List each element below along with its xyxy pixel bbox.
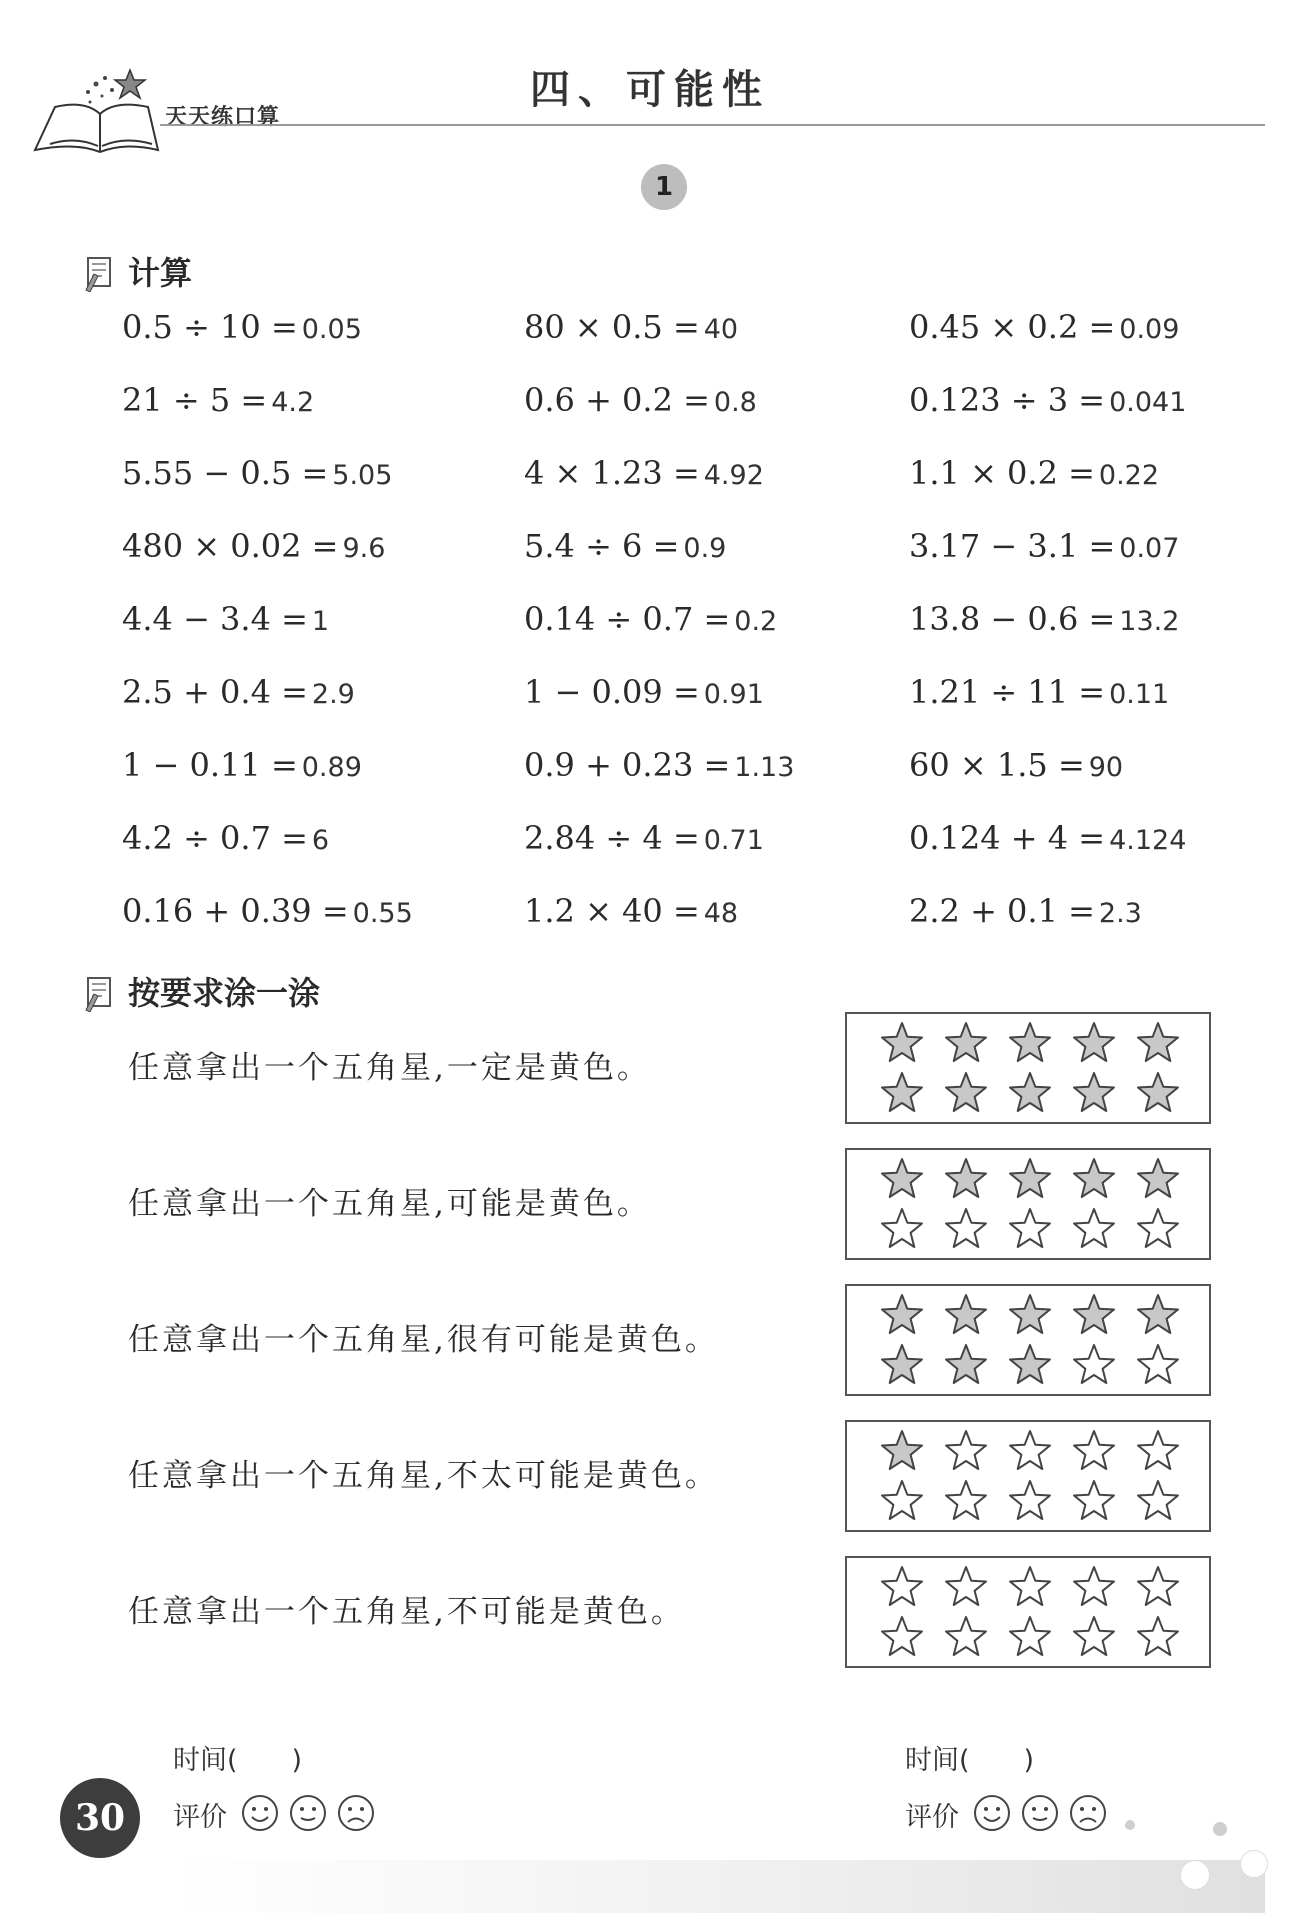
star-box: [845, 1420, 1211, 1532]
calc-expression: 0.123 ÷ 3 =: [909, 381, 1106, 419]
star-empty-icon[interactable]: [1138, 1431, 1178, 1469]
calc-answer: 0.71: [703, 825, 764, 856]
calc-expression: 0.124 + 4 =: [909, 819, 1106, 857]
header-divider: [160, 124, 1265, 126]
calc-problem: [122, 819, 329, 857]
calc-expression: 480 × 0.02 =: [122, 527, 339, 565]
calc-expression: 60 × 1.5 =: [909, 746, 1085, 784]
paint-section-label: 按要求涂一涂: [128, 974, 321, 1012]
calc-answer: 4.92: [703, 460, 764, 491]
paint-instruction: 任意拿出一个五角星,不可能是黄色。: [128, 1594, 685, 1630]
pencil-notepad-icon: [80, 250, 122, 292]
frown-icon[interactable]: [1068, 1793, 1108, 1833]
star-filled-icon[interactable]: [1010, 1023, 1050, 1061]
star-empty-icon[interactable]: [1138, 1617, 1178, 1655]
calc-problem: [909, 892, 1142, 930]
star-empty-icon[interactable]: [882, 1567, 922, 1605]
calc-problem: [524, 527, 726, 565]
star-box: [845, 1012, 1211, 1124]
calc-problem: [524, 892, 738, 930]
calc-answer: 2.3: [1098, 898, 1142, 929]
calc-expression: 1.21 ÷ 11 =: [909, 673, 1106, 711]
paint-instruction: 任意拿出一个五角星,一定是黄色。: [128, 1050, 651, 1086]
neutral-smile-icon[interactable]: [288, 1793, 328, 1833]
star-filled-icon[interactable]: [882, 1023, 922, 1061]
paint-item: [0, 1284, 1300, 1404]
paint-item: [0, 1556, 1300, 1676]
calc-expression: 0.6 + 0.2 =: [524, 381, 710, 419]
frown-icon[interactable]: [336, 1793, 376, 1833]
calc-answer: 0.05: [301, 314, 362, 345]
star-filled-icon[interactable]: [1074, 1159, 1114, 1197]
decor-dot: [1125, 1820, 1135, 1830]
paint-item: [0, 1148, 1300, 1268]
calc-expression: 0.14 ÷ 0.7 =: [524, 600, 731, 638]
rating-label-left: 评价: [173, 1802, 227, 1833]
calc-row: [122, 381, 1222, 454]
calc-answer: 1.13: [734, 752, 795, 783]
star-empty-icon[interactable]: [1010, 1431, 1050, 1469]
star-filled-icon[interactable]: [1074, 1295, 1114, 1333]
star-empty-icon[interactable]: [946, 1481, 986, 1519]
calc-row: [122, 673, 1222, 746]
chapter-title: 四、可能性: [530, 67, 770, 113]
calc-answer: 0.2: [734, 606, 778, 637]
star-box: [845, 1284, 1211, 1396]
calc-expression: 80 × 0.5 =: [524, 308, 700, 346]
calc-problem: [909, 673, 1169, 711]
decor-dot: [1180, 1860, 1210, 1890]
calc-answer: 0.8: [713, 387, 757, 418]
star-empty-icon[interactable]: [1138, 1345, 1178, 1383]
star-empty-icon[interactable]: [1074, 1209, 1114, 1247]
calc-problem: [524, 600, 777, 638]
star-empty-icon[interactable]: [1010, 1617, 1050, 1655]
calc-row: [122, 527, 1222, 600]
star-filled-icon[interactable]: [946, 1295, 986, 1333]
calc-problem: [909, 381, 1186, 419]
paint-item: [0, 1420, 1300, 1540]
calc-expression: 1 − 0.09 =: [524, 673, 700, 711]
star-filled-icon[interactable]: [882, 1431, 922, 1469]
calc-answer: 0.041: [1109, 387, 1187, 418]
calc-section-label: 计算: [128, 254, 193, 292]
star-filled-icon[interactable]: [882, 1295, 922, 1333]
star-empty-icon[interactable]: [1074, 1567, 1114, 1605]
star-empty-icon[interactable]: [946, 1209, 986, 1247]
star-filled-icon[interactable]: [946, 1159, 986, 1197]
rating-label-right: 评价: [905, 1802, 959, 1833]
star-filled-icon[interactable]: [1010, 1295, 1050, 1333]
calc-answer: 0.9: [683, 533, 727, 564]
calc-expression: 1.1 × 0.2 =: [909, 454, 1095, 492]
calc-answer: 40: [703, 314, 739, 345]
star-empty-icon[interactable]: [1010, 1481, 1050, 1519]
star-filled-icon[interactable]: [946, 1073, 986, 1111]
calc-expression: 5.4 ÷ 6 =: [524, 527, 680, 565]
calc-problem: [122, 381, 314, 419]
star-filled-icon[interactable]: [1074, 1073, 1114, 1111]
calc-problem: [909, 527, 1179, 565]
calc-answer: 1: [311, 606, 330, 637]
calc-answer: 0.22: [1098, 460, 1160, 491]
calc-answer: 48: [703, 898, 739, 929]
calc-problem: [909, 308, 1179, 346]
star-grid: [847, 1014, 1209, 1122]
calc-expression: 4.2 ÷ 0.7 =: [122, 819, 308, 857]
calc-problem: [524, 746, 794, 784]
star-filled-icon[interactable]: [1010, 1073, 1050, 1111]
star-empty-icon[interactable]: [946, 1567, 986, 1605]
calc-expression: 4 × 1.23 =: [524, 454, 700, 492]
calc-expression: 21 ÷ 5 =: [122, 381, 268, 419]
paint-section-title: [80, 968, 320, 1014]
star-empty-icon[interactable]: [882, 1617, 922, 1655]
star-empty-icon[interactable]: [1010, 1567, 1050, 1605]
calc-answer: 0.11: [1109, 679, 1170, 710]
pencil-notepad-icon: [80, 970, 122, 1012]
star-grid: [847, 1558, 1209, 1666]
calc-problem: [122, 746, 362, 784]
calc-expression: 1 − 0.11 =: [122, 746, 298, 784]
star-filled-icon[interactable]: [882, 1073, 922, 1111]
time-label-left: 时间( ): [173, 1745, 303, 1776]
calc-problem: [524, 308, 738, 346]
star-empty-icon[interactable]: [946, 1617, 986, 1655]
time-label-right: 时间( ): [905, 1745, 1035, 1776]
decor-dot: [1213, 1822, 1227, 1836]
star-filled-icon[interactable]: [1074, 1023, 1114, 1061]
calc-answer: 4.124: [1109, 825, 1187, 856]
calc-answer: 9.6: [342, 533, 386, 564]
star-empty-icon[interactable]: [1074, 1617, 1114, 1655]
calc-expression: 1.2 × 40 =: [524, 892, 700, 930]
paint-item: [0, 1012, 1300, 1132]
star-empty-icon[interactable]: [1074, 1481, 1114, 1519]
star-filled-icon[interactable]: [882, 1159, 922, 1197]
calc-row: [122, 746, 1222, 819]
star-filled-icon[interactable]: [946, 1023, 986, 1061]
calc-answer: 13.2: [1119, 606, 1180, 637]
star-empty-icon[interactable]: [882, 1209, 922, 1247]
neutral-smile-icon[interactable]: [1020, 1793, 1060, 1833]
calc-problem: [122, 892, 413, 930]
star-filled-icon[interactable]: [1138, 1295, 1178, 1333]
bottom-decoration-band: [170, 1860, 1265, 1913]
calc-expression: 2.84 ÷ 4 =: [524, 819, 700, 857]
paint-instruction: 任意拿出一个五角星,很有可能是黄色。: [128, 1322, 719, 1358]
calc-expression: 13.8 − 0.6 =: [909, 600, 1116, 638]
star-grid: [847, 1150, 1209, 1258]
brand-text: 天天练口算: [165, 105, 281, 130]
star-box: [845, 1556, 1211, 1668]
calc-answer: 5.05: [332, 460, 393, 491]
star-filled-icon[interactable]: [882, 1345, 922, 1383]
calc-problem: [909, 819, 1186, 857]
star-empty-icon[interactable]: [1138, 1481, 1178, 1519]
calc-answer: 0.91: [703, 679, 764, 710]
calc-problem: [524, 673, 764, 711]
star-filled-icon[interactable]: [1010, 1345, 1050, 1383]
paint-instruction: 任意拿出一个五角星,可能是黄色。: [128, 1186, 651, 1222]
smile-icon[interactable]: [972, 1793, 1012, 1833]
calc-grid: [122, 308, 1222, 965]
star-grid: [847, 1422, 1209, 1530]
calc-problem: [122, 673, 355, 711]
calc-answer: 90: [1088, 752, 1124, 783]
calc-expression: 0.16 + 0.39 =: [122, 892, 349, 930]
star-empty-icon[interactable]: [1138, 1209, 1178, 1247]
calc-problem: [524, 454, 764, 492]
page-number: 30: [60, 1778, 140, 1858]
star-grid: [847, 1286, 1209, 1394]
calc-expression: 0.5 ÷ 10 =: [122, 308, 298, 346]
calc-row: [122, 308, 1222, 381]
smile-icon[interactable]: [240, 1793, 280, 1833]
calc-row: [122, 600, 1222, 673]
rating-faces-right: [972, 1793, 1108, 1833]
calc-problem: [122, 600, 329, 638]
calc-expression: 2.5 + 0.4 =: [122, 673, 308, 711]
star-filled-icon[interactable]: [946, 1345, 986, 1383]
calc-expression: 3.17 − 3.1 =: [909, 527, 1116, 565]
calc-answer: 0.07: [1119, 533, 1180, 564]
calc-row: [122, 454, 1222, 527]
star-empty-icon[interactable]: [946, 1431, 986, 1469]
calc-problem: [524, 381, 757, 419]
calc-answer: 0.09: [1119, 314, 1180, 345]
calc-expression: 0.9 + 0.23 =: [524, 746, 731, 784]
star-empty-icon[interactable]: [1074, 1345, 1114, 1383]
star-empty-icon[interactable]: [1138, 1567, 1178, 1605]
decor-dot: [1240, 1850, 1268, 1878]
star-filled-icon[interactable]: [1138, 1023, 1178, 1061]
star-empty-icon[interactable]: [882, 1481, 922, 1519]
calc-problem: [909, 454, 1159, 492]
calc-problem: [909, 600, 1179, 638]
rating-faces-left: [240, 1793, 376, 1833]
lesson-number-badge: 1: [641, 164, 687, 210]
star-filled-icon[interactable]: [1138, 1159, 1178, 1197]
calc-problem: [122, 454, 392, 492]
star-filled-icon[interactable]: [1010, 1159, 1050, 1197]
star-empty-icon[interactable]: [1010, 1209, 1050, 1247]
calc-row: [122, 819, 1222, 892]
calc-answer: 0.55: [352, 898, 413, 929]
calc-problem: [122, 308, 362, 346]
calc-expression: 2.2 + 0.1 =: [909, 892, 1095, 930]
calc-expression: 0.45 × 0.2 =: [909, 308, 1116, 346]
calc-problem: [122, 527, 385, 565]
star-empty-icon[interactable]: [1074, 1431, 1114, 1469]
calc-answer: 4.2: [271, 387, 315, 418]
star-box: [845, 1148, 1211, 1260]
star-filled-icon[interactable]: [1138, 1073, 1178, 1111]
calc-answer: 0.89: [301, 752, 362, 783]
calc-problem: [909, 746, 1123, 784]
paint-instruction: 任意拿出一个五角星,不太可能是黄色。: [128, 1458, 719, 1494]
calc-answer: 6: [311, 825, 330, 856]
calc-problem: [524, 819, 764, 857]
calc-row: [122, 892, 1222, 965]
calc-section-title: [80, 248, 192, 294]
calc-answer: 2.9: [311, 679, 355, 710]
calc-expression: 4.4 − 3.4 =: [122, 600, 308, 638]
calc-expression: 5.55 − 0.5 =: [122, 454, 329, 492]
